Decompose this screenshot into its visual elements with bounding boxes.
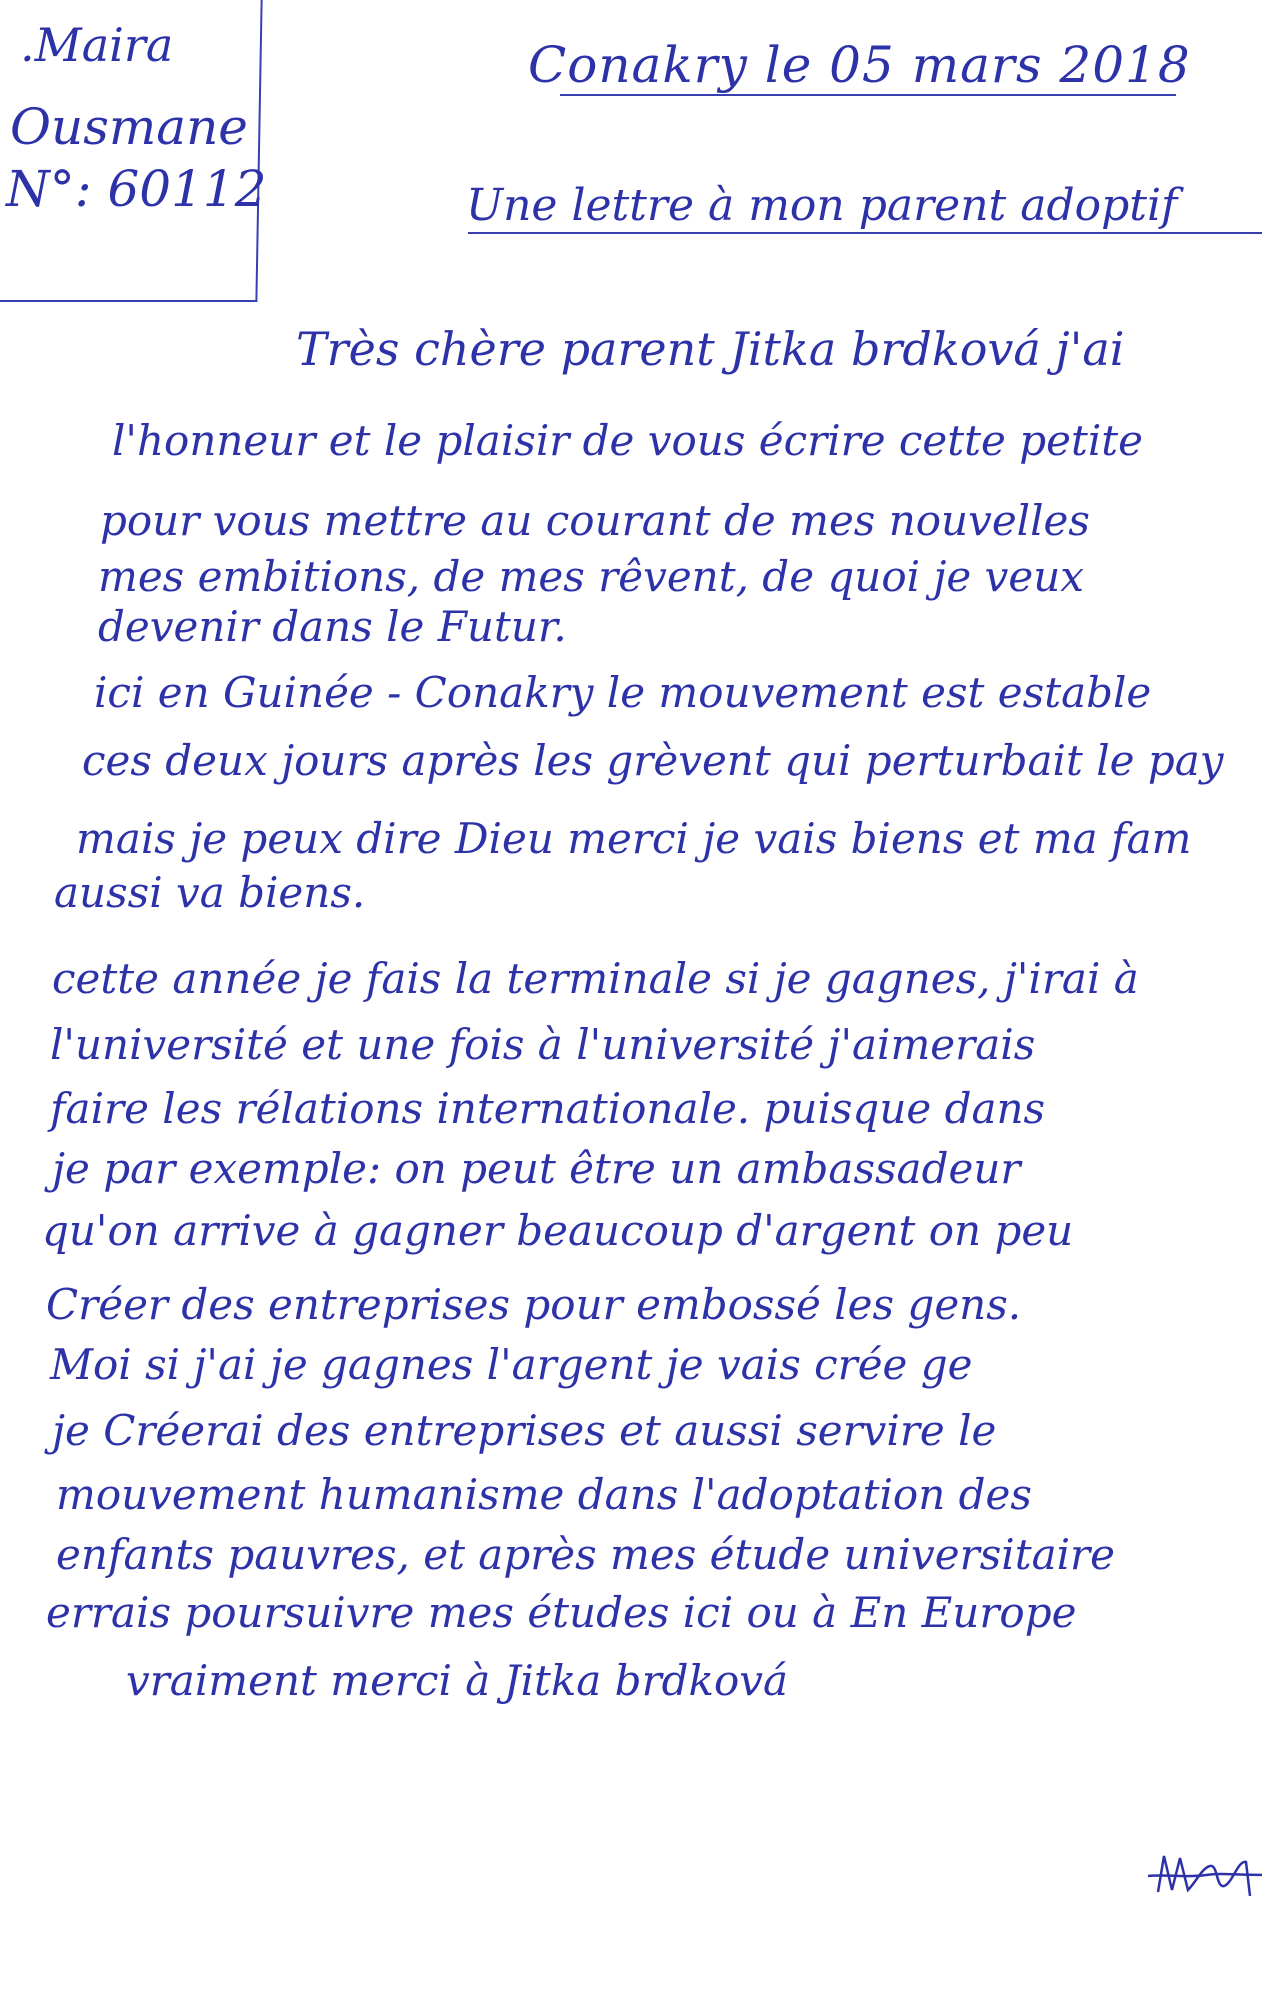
place-date-underline [560,94,1176,96]
letter-line: Très chère parent Jitka brdková j'ai [296,322,1125,376]
sender-surname: Ousmane [10,98,248,156]
letter-line: enfants pauvres, et après mes étude universitaire [56,1530,1115,1579]
letter-line: aussi va biens. [54,868,366,917]
letter-line: vraiment merci à Jitka brdková [126,1656,789,1705]
letter-line: mes embitions, de mes rêvent, de quoi je veux [98,552,1084,601]
letter-line: qu'on arrive à gagner beaucoup d'argent on peu [42,1206,1074,1255]
letter-line: Créer des entreprises pour embossé les gens. [46,1280,1022,1329]
signature-scribble [1146,1846,1262,1906]
letter-line: cette année je fais la terminale si je gagnes, j'irai à [52,954,1139,1003]
letter-line: ici en Guinée - Conakry le mouvement est estable [94,668,1152,717]
letter-line: l'université et une fois à l'université j'aimerais [50,1020,1036,1069]
letter-subject: Une lettre à mon parent adoptif [466,180,1178,231]
letter-line: mouvement humanisme dans l'adoptation des [56,1470,1032,1519]
letter-line: l'honneur et le plaisir de vous écrire cette petite [112,416,1144,465]
letter-line: Moi si j'ai je gagnes l'argent je vais crée ge [50,1340,973,1389]
sender-number: N°: 60112 [6,160,267,218]
place-date: Conakry le 05 mars 2018 [528,36,1191,94]
letter-line: je par exemple: on peut être un ambassadeur [52,1144,1021,1193]
letter-line: errais poursuivre mes études ici ou à En Europe [46,1588,1077,1637]
letter-line: ces deux jours après les grèvent qui perturbait le pay [82,736,1224,785]
letter-line: faire les rélations internationale. puisque dans [50,1084,1046,1133]
subject-underline [468,232,1262,234]
letter-line: mais je peux dire Dieu merci je vais biens et ma fam [76,814,1192,863]
letter-line: pour vous mettre au courant de mes nouvelles [100,496,1090,545]
letter-line: devenir dans le Futur. [98,602,567,651]
sender-name: .Maira [20,18,174,72]
letter-line: je Créerai des entreprises et aussi servire le [52,1406,997,1455]
